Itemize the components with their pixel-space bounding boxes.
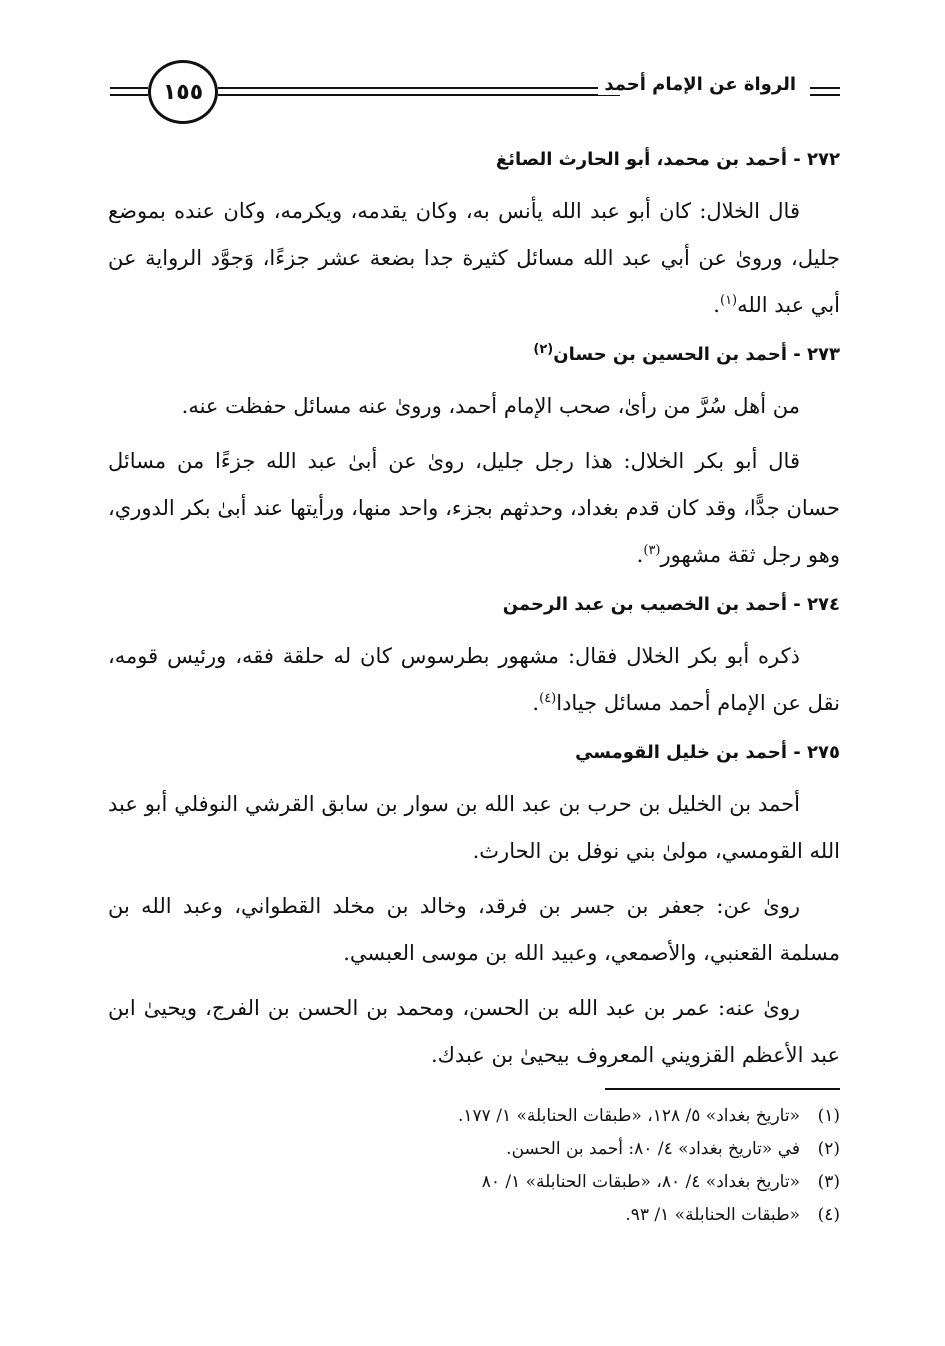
- main-text: [108, 142, 840, 1087]
- paragraph: أحمد بن الخليل بن حرب بن عبد الله بن سوار بن سابق القرشي النوفلي أبو عبد الله القومسي، مولىٰ بني نوفل بن الحارث.: [108, 792, 840, 863]
- paragraph: من أهل سُرَّ من رأىٰ، صحب الإمام أحمد، وروىٰ عنه مسائل حفظت عنه.: [181, 394, 800, 418]
- entry: [108, 337, 840, 579]
- footnote: (١)«تاريخ بغداد» ٥/ ١٢٨، «طبقات الحنابلة» ١/ ١٧٧.: [240, 1100, 840, 1133]
- paragraph: روىٰ عنه: عمر بن عبد الله بن الحسن، ومحمد بن الحسن بن الفرج، ويحيىٰ ابن عبد الأعظم القزويني المعروف بيحيىٰ بن عبدك.: [108, 996, 840, 1067]
- header-rule: [218, 94, 620, 96]
- footnote-ref[interactable]: (٤): [539, 691, 557, 706]
- header-rule: [110, 94, 148, 96]
- paragraph: قال أبو بكر الخلال: هذا رجل جليل، روىٰ عن أبىٰ عبد الله جزءًا من مسائل حسان جدًّا، وقد كان قدم بغداد، وحدثهم بجزء، واحد منها، ورأيتها عند أبىٰ بكر الدوري، وهو رجل ثقة مشهور$^{(٣)}$.: [108, 449, 840, 567]
- entry-title: ٢٧٤ - أحمد بن الخصيب بن عبد الرحمن: [502, 594, 840, 615]
- entry-title: ٢٧٣ - أحمد بن الحسين بن حسان$^{(٢)}$: [533, 342, 840, 365]
- footnote-number: (٤): [817, 1205, 840, 1225]
- paragraph: ذكره أبو بكر الخلال فقال: مشهور بطرسوس كان له حلقة فقه، ورئيس قومه، نقل عن الإمام أحمد مسائل جيادا$^{(٤)}$.: [108, 644, 840, 715]
- footnote: (٢)في «تاريخ بغداد» ٤/ ٨٠: أحمد بن الحسن.: [240, 1133, 840, 1166]
- footnote-number: (١): [817, 1106, 840, 1126]
- footnote-number: (٣): [817, 1172, 840, 1192]
- paragraph: قال الخلال: كان أبو عبد الله يأنس به، وكان يقدمه، ويكرمه، وكان عنده بموضع جليل، وروىٰ عن أبي عبد الله مسائل كثيرة جدا بضعة عشر جزءًا، وَجوَّد الرواية عن أبي عبد الله$^{(١)}$.: [108, 199, 840, 317]
- header-rule: [810, 94, 840, 96]
- footnote-ref[interactable]: (١): [719, 293, 738, 308]
- footnote-ref[interactable]: (٢): [533, 342, 554, 357]
- header-rule: [218, 87, 620, 89]
- footnote: (٤)«طبقات الحنابلة» ١/ ٩٣.: [240, 1199, 840, 1232]
- footnotes: [240, 1100, 840, 1232]
- footnote: (٣)«تاريخ بغداد» ٤/ ٨٠، «طبقات الحنابلة» ١/ ٨٠: [240, 1166, 840, 1199]
- page-number: ١٥٥: [148, 60, 218, 124]
- entry-title: ٢٧٥ - أحمد بن خليل القومسي: [575, 742, 840, 763]
- header-rule: [110, 87, 148, 89]
- entry: [108, 587, 840, 727]
- running-header: [110, 58, 840, 128]
- running-title: الرواة عن الإمام أحمد: [598, 74, 802, 95]
- entry: [108, 142, 840, 329]
- entry-title: ٢٧٢ - أحمد بن محمد، أبو الحارث الصائغ: [495, 149, 840, 170]
- footnote-separator: [605, 1088, 840, 1090]
- header-rule: [810, 87, 840, 89]
- footnote-ref[interactable]: (٣): [643, 543, 661, 558]
- paragraph: روىٰ عن: جعفر بن جسر بن فرقد، وخالد بن مخلد القطواني، وعبد الله بن مسلمة القعنبي، والأصمعي، وعبيد الله بن موسى العبسي.: [108, 894, 840, 965]
- footnote-number: (٢): [817, 1139, 840, 1159]
- entry: [108, 735, 840, 1079]
